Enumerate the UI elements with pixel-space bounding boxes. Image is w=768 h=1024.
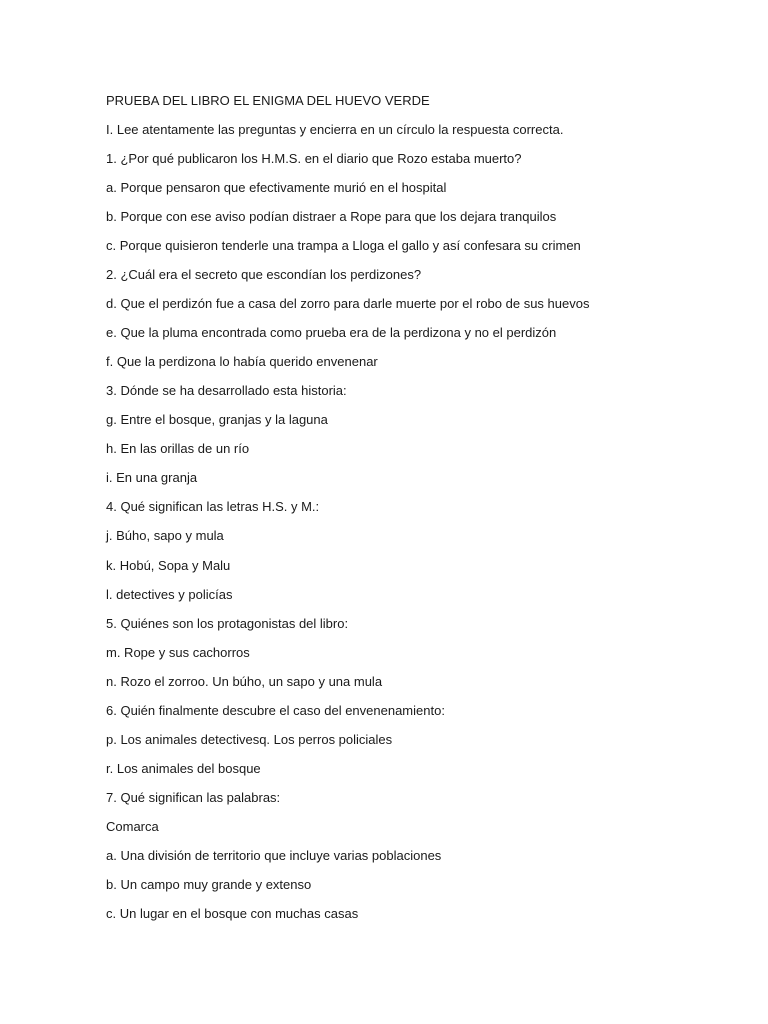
text-line: d. Que el perdizón fue a casa del zorro para darle muerte por el robo de sus huevos [106, 296, 590, 312]
text-line: g. Entre el bosque, granjas y la laguna [106, 412, 328, 428]
text-line: 1. ¿Por qué publicaron los H.M.S. en el diario que Rozo estaba muerto? [106, 151, 522, 167]
text-line: a. Una división de territorio que incluye varias poblaciones [106, 847, 442, 863]
text-line: b. Porque con ese aviso podían distraer a Rope para que los dejara tranquilos [106, 209, 557, 225]
instructions: I. Lee atentamente las preguntas y encierra en un círculo la respuesta correcta. [106, 122, 564, 138]
text-line: 5. Quiénes son los protagonistas del libro: [106, 615, 349, 631]
text-line: h. En las orillas de un río [106, 441, 250, 457]
text-line: i. En una granja [106, 470, 198, 486]
text-line: Comarca [106, 818, 159, 834]
text-line: m. Rope y sus cachorros [106, 644, 250, 660]
text-line: c. Un lugar en el bosque con muchas casas [106, 905, 359, 921]
text-line: p. Los animales detectivesq. Los perros policiales [106, 731, 393, 747]
text-line: 2. ¿Cuál era el secreto que escondían los perdizones? [106, 267, 422, 283]
text-line: 4. Qué significan las letras H.S. y M.: [106, 499, 320, 515]
text-line: r. Los animales del bosque [106, 760, 261, 776]
text-line: l. detectives y policías [106, 586, 233, 602]
document-body [106, 91, 726, 933]
text-line: j. Búho, sapo y mula [106, 528, 224, 544]
document-title: PRUEBA DEL LIBRO EL ENIGMA DEL HUEVO VERDE [106, 93, 430, 108]
text-line: n. Rozo el zorroo. Un búho, un sapo y una mula [106, 673, 383, 689]
text-line: 3. Dónde se ha desarrollado esta historia: [106, 383, 347, 399]
question-list [106, 149, 726, 933]
text-line: e. Que la pluma encontrada como prueba era de la perdizona y no el perdizón [106, 325, 557, 341]
text-line: f. Que la perdizona lo había querido envenenar [106, 354, 378, 370]
text-line: 6. Quién finalmente descubre el caso del envenenamiento: [106, 702, 445, 718]
text-line: k. Hobú, Sopa y Malu [106, 557, 231, 573]
text-line: c. Porque quisieron tenderle una trampa a Lloga el gallo y así confesara su crimen [106, 238, 581, 254]
text-line: 7. Qué significan las palabras: [106, 789, 281, 805]
text-line: a. Porque pensaron que efectivamente murió en el hospital [106, 180, 447, 196]
text-line: b. Un campo muy grande y extenso [106, 876, 312, 892]
